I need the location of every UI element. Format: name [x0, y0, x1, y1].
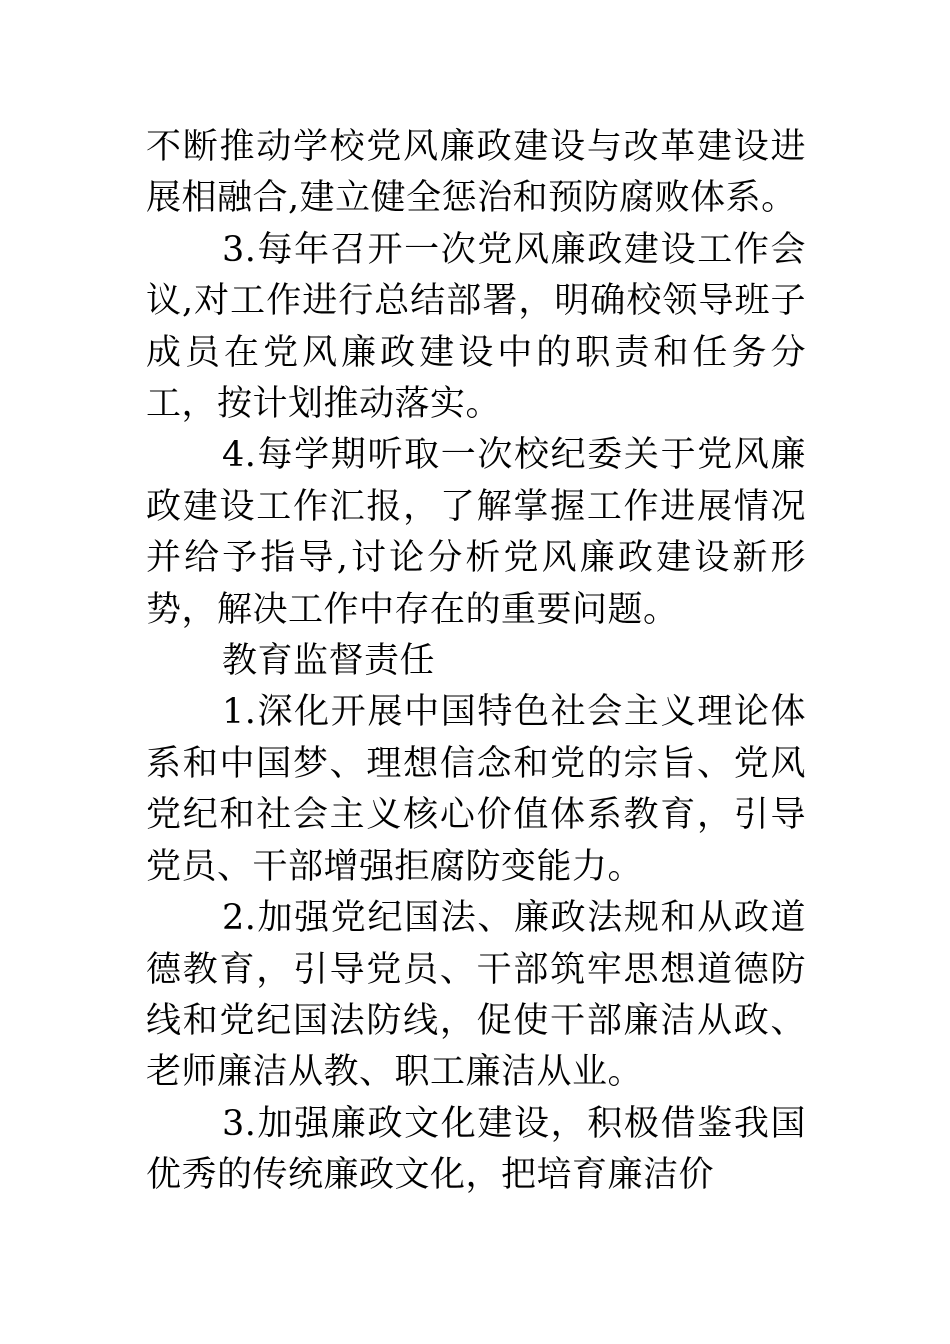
paragraph-item-1-theory: 1.深化开展中国特色社会主义理论体系和中国梦、理想信念和党的宗旨、党风党纪和社会主义核心价值体系教育，引导党员、干部增强拒腐防变能力。 [146, 692, 806, 887]
section-heading-education-supervision: 教育监督责任 [222, 641, 436, 682]
paragraph-item-3-meeting: 3.每年召开一次党风廉政建设工作会议,对工作进行总结部署，明确校领导班子成员在党风廉政建设中的职责和任务分工，按计划推动落实。 [146, 229, 806, 425]
document-body [146, 122, 806, 1202]
paragraph-item-2-ethics: 2.加强党纪国法、廉政法规和从政道德教育，引导党员、干部筑牢思想道德防线和党纪国法防线，促使干部廉洁从政、老师廉洁从教、职工廉洁从业。 [146, 898, 806, 1093]
paragraph-continuation: 不断推动学校党风廉政建设与改革建设进展相融合,建立健全惩治和预防腐败体系。 [146, 127, 806, 219]
paragraph-item-3-culture: 3.加强廉政文化建设，积极借鉴我国优秀的传统廉政文化，把培育廉洁价 [146, 1103, 806, 1196]
paragraph-item-4-report: 4.每学期听取一次校纪委关于党风廉政建设工作汇报，了解掌握工作进展情况并给予指导,讨论分析党风廉政建设新形势，解决工作中存在的重要问题。 [146, 435, 806, 630]
